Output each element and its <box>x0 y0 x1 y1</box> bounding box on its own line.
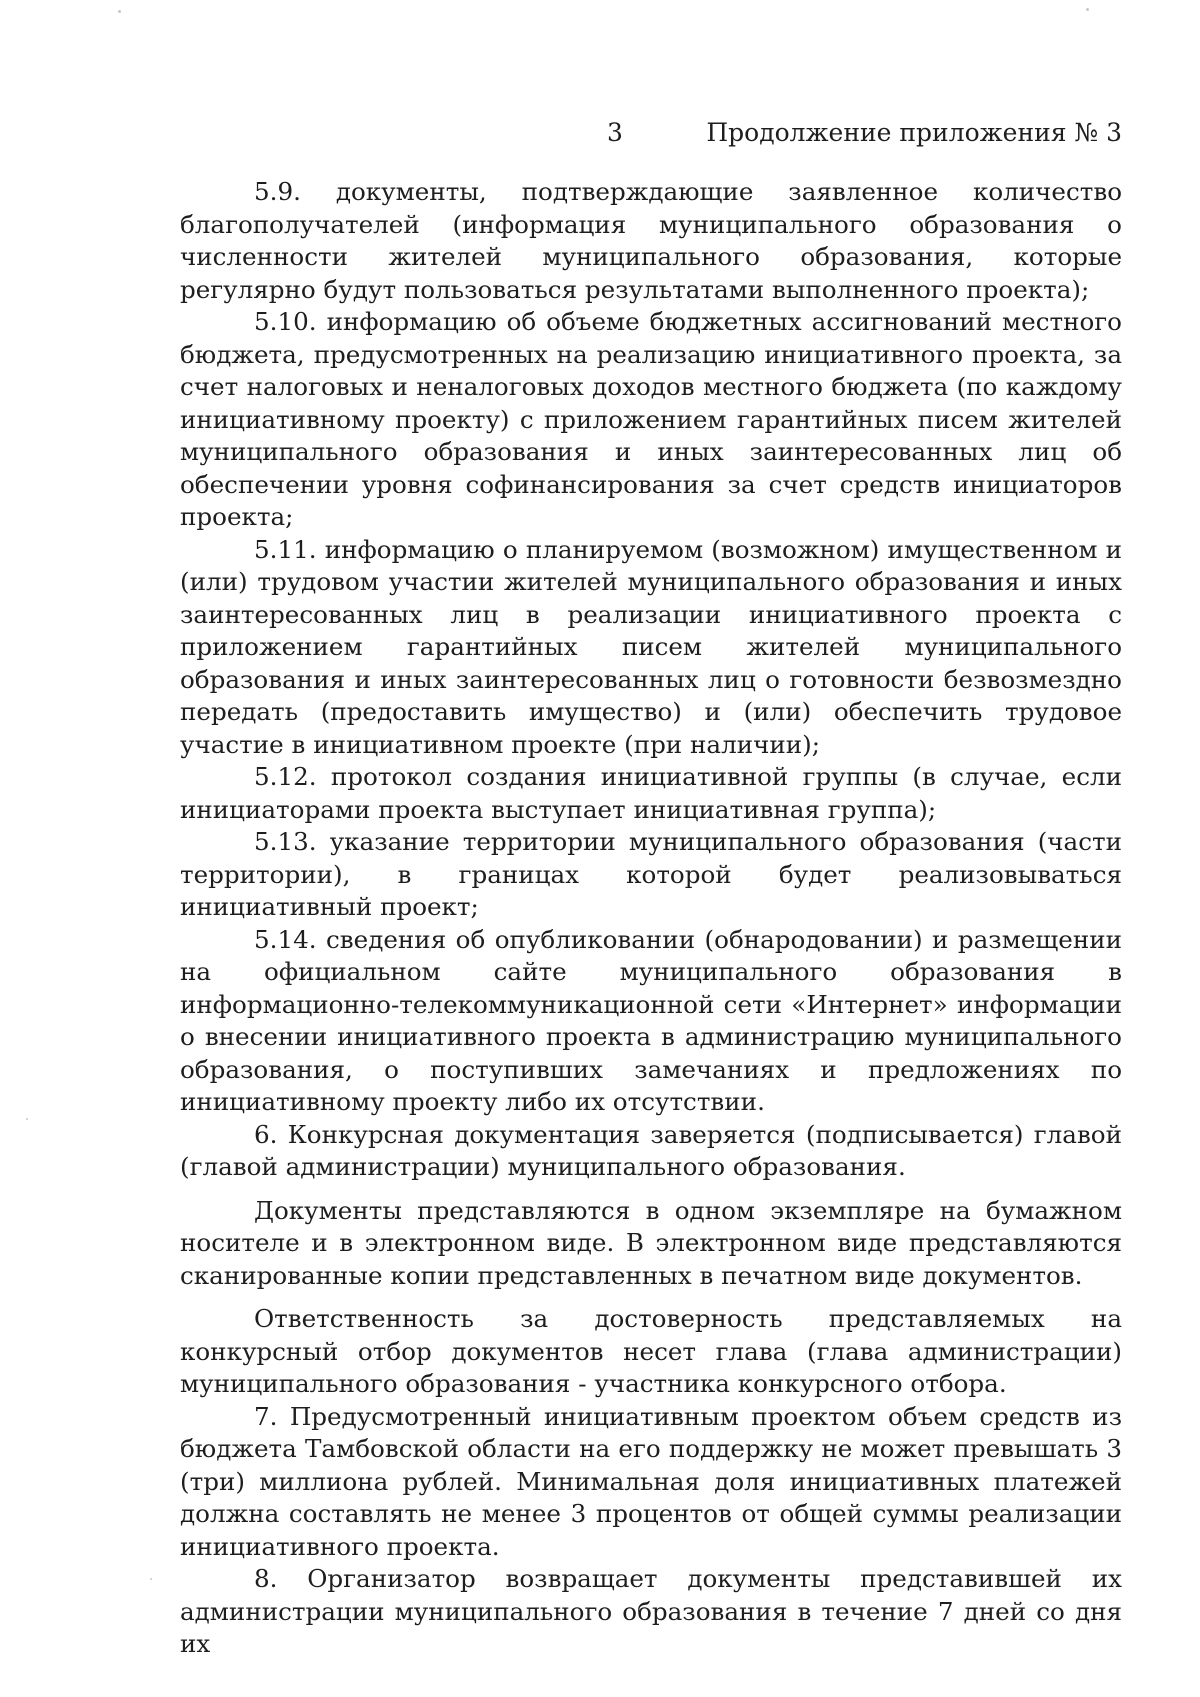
scan-speck <box>118 10 121 13</box>
scan-speck <box>150 1578 152 1580</box>
clause-5-13: 5.13. указание территории муниципального образования (части территории), в границах которой будет реализовываться инициативный проект; <box>180 827 1122 921</box>
document-body <box>180 176 1122 1661</box>
clause-7: 7. Предусмотренный инициативным проектом объем средств из бюджета Тамбовской области на его поддержку не может превышать 3 (три) миллиона рублей. Минимальная доля инициативных платежей должна составлять не менее 3 процентов от общей суммы реализации инициативного проекта. <box>180 1401 1122 1561</box>
appendix-continuation-label: Продолжение приложения № 3 <box>706 118 1122 147</box>
responsibility-paragraph: Ответственность за достоверность представляемых на конкурсный отбор документов несет глава (глава администрации) муниципального образования - участника конкурсного отбора. <box>180 1304 1122 1398</box>
clause-5-12: 5.12. протокол создания инициативной группы (в случае, если инициаторами проекта выступает инициативная группа); <box>180 762 1122 824</box>
clause-5-9: 5.9. документы, подтверждающие заявленное количество благополучателей (информация муниципального образования о численности жителей муниципального образования, которые регулярно будут пользоваться результатами выполненного проекта); <box>180 177 1122 304</box>
documents-submission-paragraph: Документы представляются в одном экземпляре на бумажном носителе и в электронном виде. В электронном виде представляются сканированные копии представленных в печатном виде документов. <box>180 1195 1122 1290</box>
scan-speck <box>1086 8 1089 11</box>
clause-5-10: 5.10. информацию об объеме бюджетных ассигнований местного бюджета, предусмотренных на реализацию инициативного проекта, за счет налоговых и неналоговых доходов местного бюджета (по каждому инициативному проекту) с приложением гарантийных писем жителей муниципального образования и иных заинтересованных лиц об обеспечении уровня софинансирования за счет средств инициаторов проекта; <box>180 307 1122 531</box>
clause-8: 8. Организатор возвращает документы представившей их администрации муниципального образования в течение 7 дней со дня их <box>180 1564 1122 1658</box>
page-header <box>180 118 1122 158</box>
clause-5-11: 5.11. информацию о планируемом (возможном) имущественном и (или) трудовом участии жителей муниципального образования и иных заинтересованных лиц в реализации инициативного проекта с приложением гарантийных писем жителей муниципального образования и иных заинтересованных лиц о готовности безвозмездно передать (предоставить имущество) и (или) обеспечить трудовое участие в инициативном проекте (при наличии); <box>180 534 1122 759</box>
page-number: 3 <box>607 118 623 147</box>
scan-speck <box>26 1118 28 1120</box>
clause-5-14: 5.14. сведения об опубликовании (обнародовании) и размещении на официальном сайте муниципального образования в информационно-телекоммуникационной сети «Интернет» информации о внесении инициативного проекта в администрацию муниципального образования, о поступивших замечаниях и предложениях по инициативному проекту либо их отсутствии. <box>180 924 1122 1116</box>
clause-6: 6. Конкурсная документация заверяется (подписывается) главой (главой администрации) муниципального образования. <box>180 1119 1122 1181</box>
